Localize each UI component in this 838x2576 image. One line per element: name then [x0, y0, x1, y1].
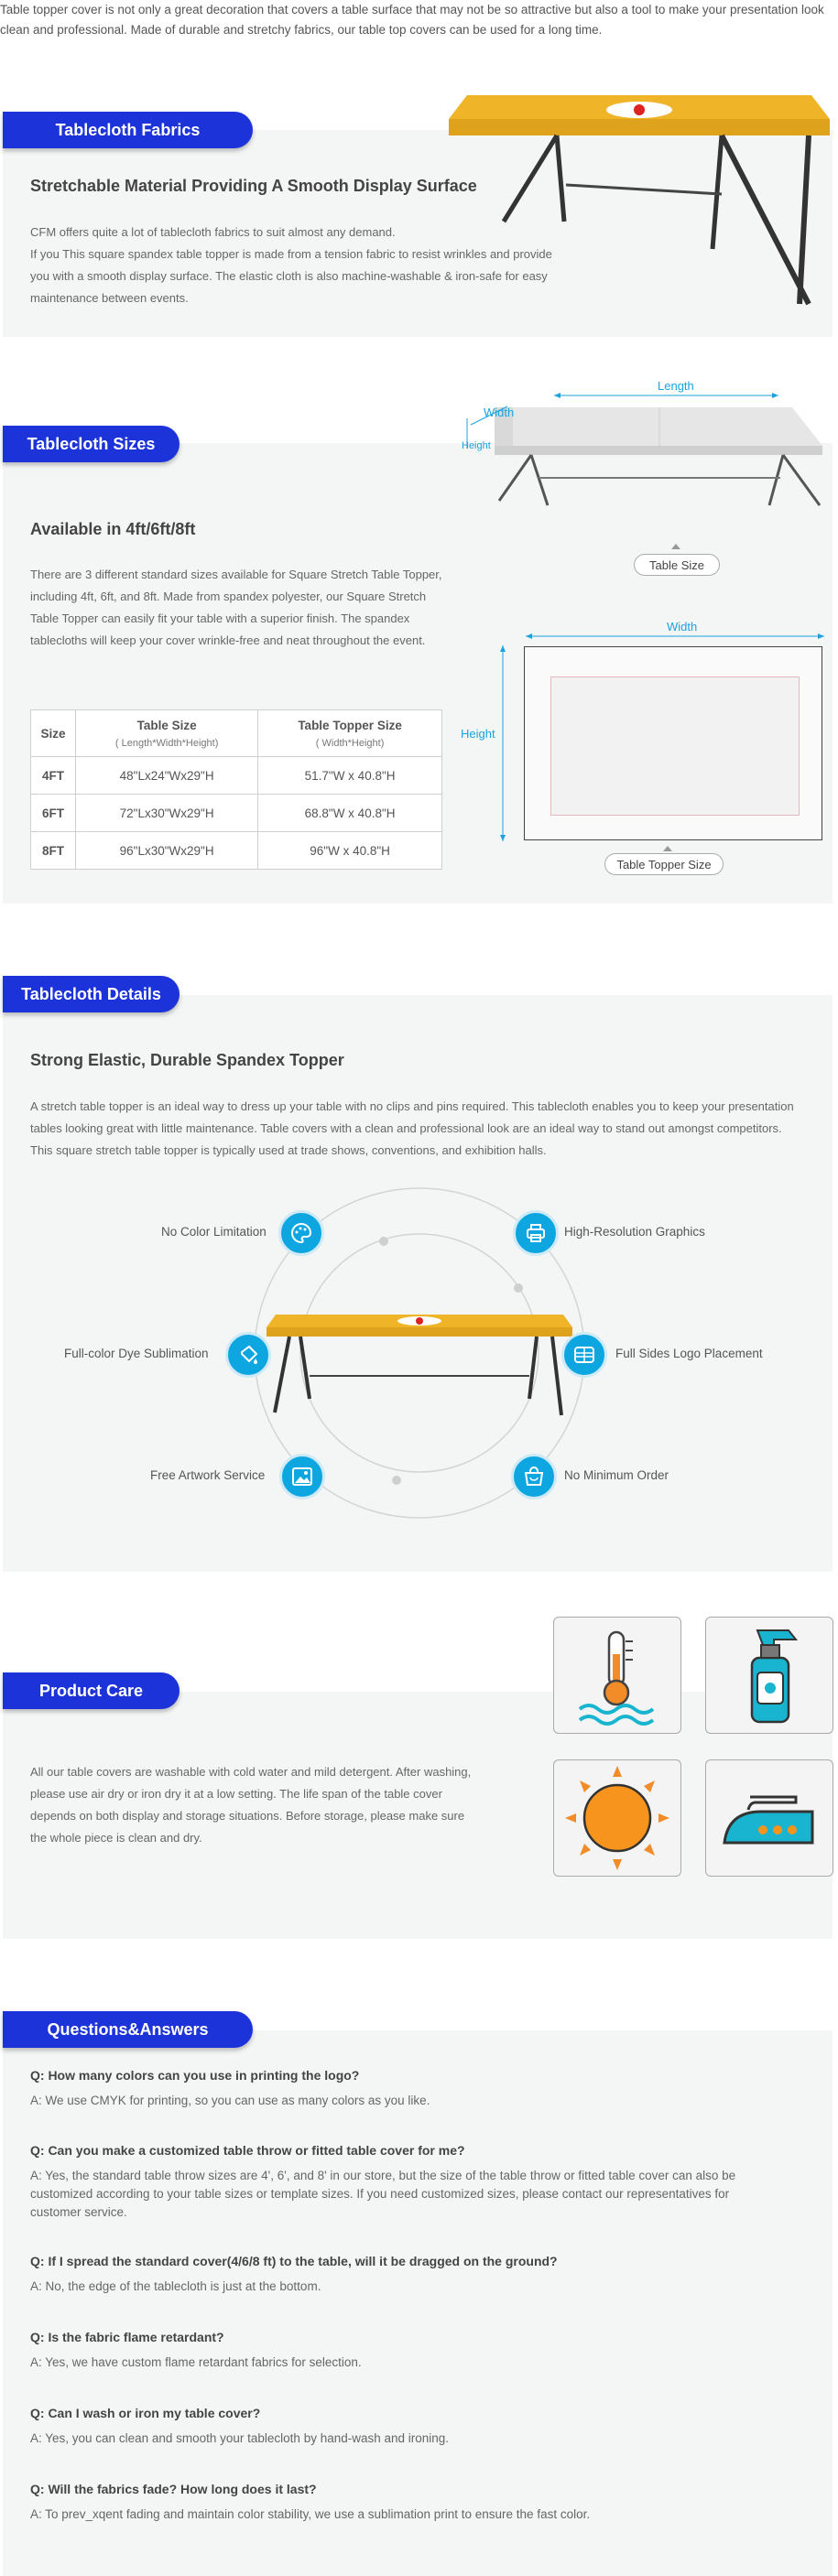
shopping-bag-icon	[511, 1454, 557, 1499]
qa-answer: A: No, the edge of the tablecloth is just at the bottom.	[30, 2279, 321, 2293]
fabrics-title-pill: Tablecloth Fabrics	[3, 112, 253, 148]
palette-icon	[278, 1210, 324, 1256]
care-title-pill: Product Care	[3, 1672, 180, 1709]
qa-answer: A: To prev_xqent fading and maintain color stability, we use a sublimation print to ensure the fast color.	[30, 2507, 591, 2521]
yellow-table-image	[447, 84, 832, 313]
table-cell: 48"Lx24"Wx29"H	[76, 757, 258, 795]
qa-question: Q: How many colors can you use in printing the logo?	[30, 2068, 360, 2083]
qa-answer: A: Yes, the standard table throw sizes are 4', 6', and 8' in our store, but the size of the table throw or fitted table cover can also be customized according to your table sizes or template sizes. If you need customized sizes, please contact our representatives for customer service.	[30, 2169, 736, 2219]
qa-question: Q: Can you make a customized table throw or fitted table cover for me?	[30, 2143, 465, 2158]
table-cell: 51.7"W x 40.8"H	[258, 757, 442, 795]
care-wash-temperature-tile	[553, 1617, 681, 1734]
sizes-title-pill: Tablecloth Sizes	[3, 426, 180, 462]
image-icon	[279, 1454, 325, 1499]
feature-full-sides-logo-placement: Full Sides Logo Placement	[615, 1347, 763, 1360]
feature-high-resolution-graphics: High-Resolution Graphics	[564, 1225, 705, 1239]
intro-text: Table topper cover is not only a great decoration that covers a table surface that may not be so attractive but also a tool to make your presentation look clean and professional. Made of durable and stretchy fabrics, our table top covers can be used for a long time.	[0, 3, 824, 37]
table-cell: 6FT	[31, 795, 76, 832]
topper-width-arrow	[524, 632, 826, 641]
topper-width-label: Width	[667, 620, 698, 633]
table-row	[31, 757, 442, 795]
care-sun-dry-tile	[553, 1759, 681, 1877]
topper-height-arrow	[498, 644, 507, 843]
topper-height-label: Height	[461, 727, 495, 741]
iron-icon	[706, 1760, 833, 1876]
table-cell: 8FT	[31, 832, 76, 870]
qa-question: Q: Can I wash or iron my table cover?	[30, 2406, 261, 2420]
pointer-up-icon	[663, 846, 672, 851]
qa-answer: A: Yes, you can clean and smooth your tablecloth by hand-wash and ironing.	[30, 2431, 450, 2445]
table-row	[31, 795, 442, 832]
sizes-table	[30, 709, 442, 870]
table-cell: 96"Lx30"Wx29"H	[76, 832, 258, 870]
width-dimension-label: Width	[484, 406, 515, 419]
table-header-cell: Table Topper Size ( Width*Height)	[258, 710, 442, 757]
qa-answer: A: We use CMYK for printing, so you can use as many colors as you like.	[30, 2094, 430, 2107]
qa-question: Q: Is the fabric flame retardant?	[30, 2330, 224, 2344]
thermometer-water-icon	[554, 1618, 680, 1733]
qa-title-pill: Questions&Answers	[3, 2011, 253, 2048]
length-dimension-label: Length	[658, 379, 694, 393]
table-header-cell: Size	[31, 710, 76, 757]
feature-full-color-dye-sublimation: Full-color Dye Sublimation	[64, 1347, 209, 1360]
feature-no-color-limitation: No Color Limitation	[161, 1225, 267, 1239]
table-header-cell: Table Size ( Length*Width*Height)	[76, 710, 258, 757]
qa-question: Q: If I spread the standard cover(4/6/8 ft) to the table, will it be dragged on the ground?	[30, 2254, 558, 2268]
qa-question: Q: Will the fabrics fade? How long does it last?	[30, 2482, 317, 2496]
pointer-up-icon	[671, 544, 680, 549]
care-detergent-tile	[705, 1617, 833, 1734]
care-iron-tile	[705, 1759, 833, 1877]
table-row	[31, 832, 442, 870]
table-header-row	[31, 710, 442, 757]
details-title-pill: Tablecloth Details	[3, 976, 180, 1012]
fabrics-heading: Stretchable Material Providing A Smooth Display Surface	[30, 177, 477, 195]
topper-inner-panel	[550, 676, 800, 816]
fabrics-text: CFM offers quite a lot of tablecloth fabrics to suit almost any demand. If you This square spandex table topper is made from a tension fabric to resist wrinkles and provide you with a smooth display surface. The elastic cloth is also machine-washable & iron-safe for easy maintenance between events.	[30, 225, 552, 305]
sun-icon	[554, 1760, 680, 1876]
table-cell: 96"W x 40.8"H	[258, 832, 442, 870]
table-topper-size-tag: Table Topper Size	[604, 853, 724, 875]
height-dimension-label: Height	[462, 440, 491, 451]
white-table-diagram	[458, 377, 824, 537]
paint-bucket-icon	[225, 1332, 271, 1378]
care-text: All our table covers are washable with cold water and mild detergent. After washing, please use air dry or iron dry it at a low setting. The life span of the table cover depends on both display and storage situations. Before storage, please make sure the whole piece is clean and dry.	[30, 1765, 472, 1845]
table-size-tag: Table Size	[634, 554, 720, 576]
sizes-text: There are 3 different standard sizes available for Square Stretch Table Topper, including 4ft, 6ft, and 8ft. Made from spandex polyester, our Square Stretch Table Topper can easily fit your table with a superior finish. The spandex tablecloths will keep your cover wrinkle-free and neat throughout the event.	[30, 568, 442, 647]
details-heading: Strong Elastic, Durable Spandex Topper	[30, 1051, 344, 1069]
globe-icon	[561, 1332, 607, 1378]
feature-no-minimum-order: No Minimum Order	[564, 1468, 669, 1482]
printer-icon	[513, 1210, 559, 1256]
sizes-heading: Available in 4ft/6ft/8ft	[30, 520, 196, 538]
table-cell: 72"Lx30"Wx29"H	[76, 795, 258, 832]
table-cell: 4FT	[31, 757, 76, 795]
table-cell: 68.8"W x 40.8"H	[258, 795, 442, 832]
topper-outline	[524, 646, 822, 840]
qa-answer: A: Yes, we have custom flame retardant fabrics for selection.	[30, 2355, 362, 2369]
spray-bottle-icon	[706, 1618, 833, 1733]
feature-free-artwork-service: Free Artwork Service	[150, 1468, 266, 1482]
details-text: A stretch table topper is an ideal way to dress up your table with no clips and pins required. This tablecloth enables you to keep your presentation tables looking great with little maintenance. Table covers with a clean and professional look are an ideal way to stand out amongst competitors. This square stretch table topper is typically used at trade shows, conventions, and exhibition halls.	[30, 1099, 794, 1157]
